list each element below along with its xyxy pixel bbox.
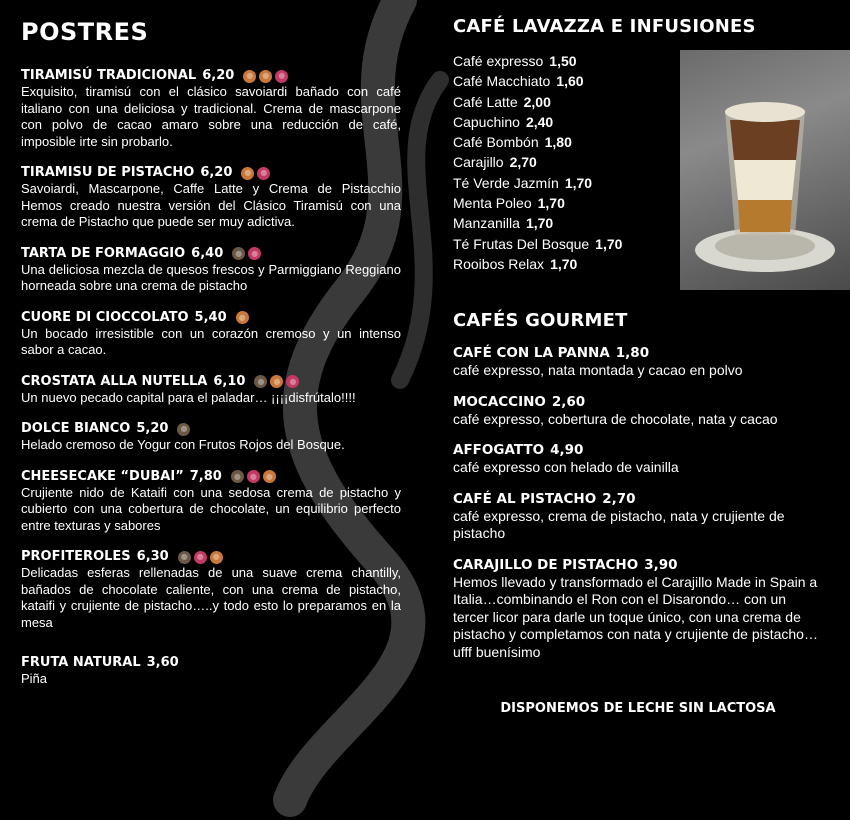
dessert-item bbox=[21, 655, 401, 688]
dessert-price: 6,20 bbox=[202, 68, 235, 83]
postres-list bbox=[21, 68, 401, 688]
allergen-icon: ● bbox=[248, 247, 261, 260]
dessert-header bbox=[21, 165, 401, 181]
gourmet-title: CAFÉS GOURMET bbox=[453, 310, 628, 331]
gourmet-description: café expresso, crema de pistacho, nata y crujiente de pistacho bbox=[453, 507, 785, 541]
gourmet-name: AFFOGATTO bbox=[453, 442, 545, 458]
allergen-icon: ● bbox=[270, 375, 283, 388]
gourmet-price: 2,70 bbox=[602, 490, 636, 507]
allergen-badges bbox=[243, 70, 288, 83]
allergen-icon: ● bbox=[210, 551, 223, 564]
coffee-price: 1,50 bbox=[549, 53, 577, 69]
coffee-name: Rooibos Relax bbox=[453, 255, 545, 272]
coffee-name: Té Verde Jazmín bbox=[453, 174, 559, 191]
gourmet-name: CARAJILLO DE PISTACHO bbox=[453, 556, 639, 573]
gourmet-section bbox=[453, 310, 818, 675]
postres-column bbox=[21, 18, 401, 703]
allergen-icon: ● bbox=[254, 375, 267, 388]
gourmet-name: CAFÉ AL PISTACHO bbox=[453, 490, 597, 507]
allergen-icon: ● bbox=[241, 167, 254, 180]
gourmet-price: 2,60 bbox=[551, 393, 586, 410]
coffee-price: 2,00 bbox=[523, 93, 551, 110]
dessert-header bbox=[21, 421, 401, 437]
dessert-name: PROFITEROLES bbox=[21, 549, 131, 564]
allergen-badges bbox=[177, 423, 190, 436]
coffee-price: 2,70 bbox=[509, 154, 537, 171]
coffee-price: 1,60 bbox=[556, 73, 584, 90]
dessert-price: 6,30 bbox=[136, 549, 169, 564]
dessert-name: CROSTATA ALLA NUTELLA bbox=[21, 373, 208, 389]
dessert-item bbox=[21, 246, 401, 295]
dessert-item bbox=[21, 165, 401, 231]
gourmet-item bbox=[453, 394, 818, 429]
gourmet-item bbox=[453, 557, 818, 662]
allergen-icon: ● bbox=[247, 470, 260, 483]
coffee-price: 1,70 bbox=[550, 255, 578, 272]
dessert-price: 7,80 bbox=[189, 468, 222, 484]
dessert-name: TARTA DE FORMAGGIO bbox=[21, 245, 186, 261]
coffee-name: Menta Poleo bbox=[453, 195, 532, 212]
gourmet-header bbox=[453, 345, 818, 362]
dessert-item bbox=[21, 549, 401, 631]
allergen-icon: ● bbox=[286, 375, 299, 388]
coffee-price: 1,80 bbox=[544, 134, 572, 151]
dessert-description: Una deliciosa mezcla de quesos frescos y Parmiggiano Reggiano horneada sobre una crema de pistacho bbox=[21, 261, 401, 293]
gourmet-name: CAFÉ CON LA PANNA bbox=[453, 345, 610, 361]
allergen-icon: ● bbox=[263, 470, 276, 483]
allergen-badges bbox=[241, 167, 270, 180]
allergen-icon: ● bbox=[231, 470, 244, 483]
dessert-header bbox=[21, 374, 401, 390]
dessert-price: 6,10 bbox=[213, 373, 246, 389]
coffee-price: 1,70 bbox=[525, 215, 554, 232]
allergen-badges bbox=[254, 375, 299, 388]
dessert-description: Exquisito, tiramisú con el clásico savoiardi bañado con café italiano con una deliciosa y tradicional. Crema de mascarpone con polvo de cacao amaro sobre una reducción de café, imposible irte sin probarlo. bbox=[21, 84, 401, 149]
coffee-glass-image bbox=[680, 50, 850, 290]
dessert-description: Savoiardi, Mascarpone, Caffe Latte y Crema de Pistacchio Hemos creado nuestra versión del Clásico Tiramisú con una crema de Pistacho que puede ser muy adictiva. bbox=[21, 181, 401, 229]
dessert-description: Un nuevo pecado capital para el paladar… ¡¡¡¡disfrútalo!!!! bbox=[21, 389, 356, 405]
coffee-name: Café expresso bbox=[453, 53, 544, 69]
dessert-header bbox=[21, 246, 401, 262]
dessert-price: 6,20 bbox=[200, 165, 233, 180]
dessert-price: 3,60 bbox=[146, 655, 179, 670]
postres-title: POSTRES bbox=[21, 18, 149, 46]
allergen-icon: ● bbox=[236, 311, 249, 324]
coffee-name: Té Frutas Del Bosque bbox=[453, 235, 590, 252]
allergen-badges bbox=[231, 470, 276, 483]
dessert-name: TIRAMISÚ TRADICIONAL bbox=[21, 68, 197, 83]
coffee-price: 1,70 bbox=[564, 174, 593, 191]
gourmet-description: Hemos llevado y transformado el Carajillo Made in Spain a Italia…combinando el Ron con el Disarondo… con un tercer licor para darle un toque único, con una crema de pistacho y completamos con nata y crujiente de pistacho…ufff buenísimo bbox=[453, 573, 818, 660]
gourmet-item bbox=[453, 442, 818, 477]
dessert-item bbox=[21, 68, 401, 150]
dessert-description: Un bocado irresistible con un corazón cremoso y un intenso sabor a cacao. bbox=[21, 325, 401, 357]
dessert-description: Delicadas esferas rellenadas de una suave crema chantilly, bañados de chocolate caliente, con una crema de pistacho, kataifi y crujiente de pistacho…..y todo esto lo preparamos en la mesa bbox=[21, 565, 401, 630]
allergen-icon: ● bbox=[194, 551, 207, 564]
dessert-item bbox=[21, 421, 401, 454]
dessert-price: 5,20 bbox=[136, 421, 169, 436]
dessert-description: Piña bbox=[21, 671, 48, 686]
dessert-name: DOLCE BIANCO bbox=[21, 421, 131, 436]
gourmet-item bbox=[453, 491, 818, 543]
allergen-badges bbox=[178, 551, 223, 564]
allergen-icon: ● bbox=[178, 551, 191, 564]
gourmet-header bbox=[453, 442, 818, 459]
allergen-icon: ● bbox=[232, 247, 245, 260]
dessert-name: CUORE DI CIOCCOLATO bbox=[21, 309, 189, 325]
gourmet-name: MOCACCINO bbox=[453, 393, 546, 410]
dessert-item bbox=[21, 374, 401, 407]
dessert-header bbox=[21, 68, 401, 84]
coffee-name: Café Bombón bbox=[453, 134, 539, 151]
dessert-name: CHEESECAKE “DUBAI” bbox=[21, 468, 184, 484]
dessert-name: TIRAMISU DE PISTACHO bbox=[21, 165, 195, 180]
coffee-price: 1,70 bbox=[537, 195, 565, 212]
gourmet-list bbox=[453, 345, 818, 661]
cafe-title: CAFÉ LAVAZZA E INFUSIONES bbox=[453, 16, 756, 37]
coffee-name: Manzanilla bbox=[453, 215, 520, 232]
dessert-header bbox=[21, 655, 401, 671]
gourmet-header bbox=[453, 557, 818, 574]
dessert-header bbox=[21, 549, 401, 565]
gourmet-header bbox=[453, 394, 818, 411]
allergen-badges bbox=[232, 247, 261, 260]
dessert-price: 5,40 bbox=[194, 309, 227, 325]
gourmet-price: 1,80 bbox=[615, 345, 650, 361]
dessert-header bbox=[21, 310, 401, 326]
dessert-description: Crujiente nido de Kataifi con una sedosa crema de pistacho y cubierto con una cobertura de chocolate, un equilibrio perfecto entre texturas y sabores bbox=[21, 484, 401, 533]
allergen-badges bbox=[236, 311, 249, 324]
gourmet-description: café expresso, nata montada y cacao en polvo bbox=[453, 362, 743, 378]
coffee-name: Café Latte bbox=[453, 93, 518, 110]
dessert-name: FRUTA NATURAL bbox=[21, 655, 141, 670]
gourmet-description: café expresso con helado de vainilla bbox=[453, 459, 679, 475]
gourmet-price: 3,90 bbox=[644, 556, 678, 573]
allergen-icon: ● bbox=[257, 167, 270, 180]
allergen-icon: ● bbox=[259, 70, 272, 83]
lactose-free-note: DISPONEMOS DE LECHE SIN LACTOSA bbox=[500, 701, 776, 716]
dessert-description: Helado cremoso de Yogur con Frutos Rojos del Bosque. bbox=[21, 437, 345, 452]
coffee-photo bbox=[680, 50, 850, 290]
dessert-item bbox=[21, 469, 401, 535]
gourmet-price: 4,90 bbox=[550, 442, 584, 458]
coffee-name: Café Macchiato bbox=[453, 73, 551, 90]
allergen-icon: ● bbox=[275, 70, 288, 83]
gourmet-description: café expresso, cobertura de chocolate, nata y cacao bbox=[453, 410, 778, 427]
allergen-icon: ● bbox=[177, 423, 190, 436]
coffee-price: 1,70 bbox=[595, 235, 623, 252]
dessert-item bbox=[21, 310, 401, 359]
coffee-name: Capuchino bbox=[453, 113, 520, 130]
dessert-header bbox=[21, 469, 401, 485]
coffee-price: 2,40 bbox=[525, 113, 554, 130]
gourmet-header bbox=[453, 491, 818, 508]
dessert-price: 6,40 bbox=[191, 245, 224, 261]
allergen-icon: ● bbox=[243, 70, 256, 83]
gourmet-item bbox=[453, 345, 818, 380]
coffee-name: Carajillo bbox=[453, 154, 504, 171]
